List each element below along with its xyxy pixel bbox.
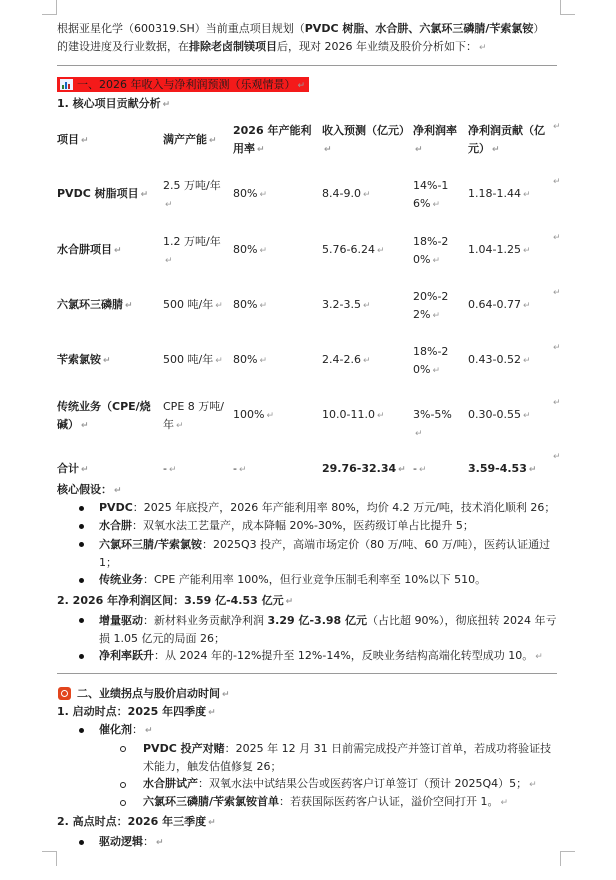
table-cell [233, 185, 313, 204]
paragraph-mark-icon: ↵ [492, 145, 500, 155]
paragraph-mark-icon: ↵ [208, 818, 216, 828]
catalyst-item-label: 六氯环三磷腈/苄索氯铵首单 [143, 795, 280, 808]
table-cell [413, 177, 461, 214]
circle-bullet [120, 782, 126, 788]
table-cell-text: 2.5 万吨/年 [163, 179, 221, 192]
paragraph-mark-icon: ↵ [415, 429, 423, 439]
bullet-dot [79, 542, 84, 547]
section-2-heading [77, 686, 230, 703]
table-cell-text: 3.59-4.53 [468, 462, 527, 475]
subheading-profit-range [57, 593, 293, 610]
driver-label-text: 驱动逻辑 [99, 835, 143, 848]
circle-bullet [120, 746, 126, 752]
assumption-text: ：2025Q3 投产，高端市场定价（80 万/吨、60 万/吨），医药认证通过 1； [99, 538, 551, 569]
intro-line-1 [57, 21, 544, 36]
table-header-cell [163, 131, 225, 150]
table-cell [413, 343, 461, 380]
table-cell [468, 406, 550, 425]
bullet-dot [79, 840, 84, 845]
table-cell [233, 241, 313, 260]
paragraph-mark-icon: ↵ [528, 465, 537, 475]
subheading-text: 2. 高点时点：2026 年三季度 [57, 815, 207, 828]
paragraph-mark-icon: ↵ [215, 301, 223, 311]
table-header-cell-text: 收入预测（亿元） [322, 124, 410, 137]
catalyst-pvdc [143, 740, 557, 776]
paragraph-mark-icon: ↵ [222, 690, 230, 700]
subheading-text: 2. 2026 年净利润区间：3.59 亿-4.53 亿元 [57, 594, 284, 607]
table-cell-text: 2.4-2.6 [322, 353, 361, 366]
table-cell-text: 500 吨/年 [163, 298, 214, 311]
driver-label: 驱动逻辑： ↵ [99, 835, 164, 848]
table-cell-text: 29.76-32.34 [322, 462, 397, 475]
table-cell-text: 14%-16% [413, 179, 449, 210]
table-cell-text: 合计 [57, 462, 79, 475]
paragraph-mark-icon: ↵ [500, 798, 509, 808]
table-cell-text: CPE 8 万吨/年 [163, 400, 224, 431]
catalyst-item-text: ：2025 年 12 月 31 日前需完成投产并签订首单，若成功将验证技术能力，触发估值修复 26； [143, 742, 552, 773]
profit-point-margin [99, 648, 543, 665]
table-cell [468, 460, 550, 479]
profit-point-text: ：新材料业务贡献净利润 [143, 614, 268, 627]
paragraph-mark-icon: ↵ [125, 301, 133, 311]
table-header-cell-text: 净利润率 [413, 124, 457, 137]
row-end-mark-icon: ↵ [553, 452, 561, 462]
paragraph-mark-icon: ↵ [324, 145, 332, 155]
table-cell-text: - [233, 462, 237, 475]
subheading-core-projects [57, 96, 170, 113]
profit-point-label: 增量驱动 [99, 614, 143, 627]
crop-mark-bottom-left [42, 851, 57, 866]
paragraph-mark-icon: ↵ [140, 190, 149, 200]
paragraph-mark-icon: ↵ [168, 465, 177, 475]
row-end-mark-icon: ↵ [553, 122, 561, 132]
table-cell [413, 460, 461, 479]
table-cell-text: 100% [233, 408, 265, 421]
paragraph-mark-icon: ↵ [535, 652, 543, 662]
circle-bullet [120, 800, 126, 806]
table-cell [163, 460, 225, 479]
table-header-cell [322, 122, 410, 159]
bullet-dot [79, 654, 84, 659]
intro-text: 根据亚星化学（600319.SH）当前重点项目规划（ [57, 22, 305, 35]
paragraph-mark-icon: ↵ [259, 246, 267, 256]
table-cell-text: 3%-5% [413, 408, 452, 421]
paragraph-mark-icon: ↵ [81, 421, 89, 431]
bullet-dot [79, 728, 84, 733]
intro-text: 的建设进度及行业数据，在 [57, 40, 189, 53]
table-cell [163, 398, 225, 435]
table-header-cell [468, 122, 550, 159]
table-cell-text: 0.30-0.55 [468, 408, 521, 421]
table-cell-text: 0.43-0.52 [468, 353, 521, 366]
catalyst-label: 催化剂： ↵ [99, 723, 153, 736]
paragraph-mark-icon: ↵ [259, 356, 267, 366]
paragraph-mark-icon: ↵ [81, 136, 89, 146]
bullet-dot [79, 506, 84, 511]
table-cell-text: 80% [233, 187, 258, 200]
assumption-legacy [99, 572, 486, 587]
bullet-dot [79, 524, 84, 529]
paragraph-mark-icon: ↵ [522, 246, 531, 256]
table-cell-text: 0.64-0.77 [468, 298, 521, 311]
intro-text: ） [533, 22, 545, 35]
table-cell-text: - [163, 462, 167, 475]
table-cell-text: 1.2 万吨/年 [163, 235, 221, 248]
table-cell-text: 3.2-3.5 [322, 298, 361, 311]
table-cell [322, 185, 406, 204]
table-cell-text: 六氯环三磷腈 [57, 298, 123, 311]
paragraph-mark-icon: ↵ [165, 256, 173, 266]
profit-point-increment [99, 612, 557, 648]
table-cell-text: 1.18-1.44 [468, 187, 521, 200]
table-cell [233, 460, 313, 479]
table-cell [468, 241, 550, 260]
paragraph-mark-icon: ↵ [259, 301, 267, 311]
table-cell [57, 296, 157, 315]
paragraph-mark-icon: ↵ [297, 81, 306, 91]
assumption-label: PVDC [99, 501, 133, 514]
paragraph-mark-icon: ↵ [165, 200, 173, 210]
assumption-text: ：2025 年底投产，2026 年产能利用率 80%，均价 4.2 万元/吨，技术消化顺利 26； [132, 501, 556, 514]
divider-line [57, 65, 557, 66]
table-cell-text: - [413, 462, 417, 475]
paragraph-mark-icon: ↵ [432, 311, 440, 321]
paragraph-mark-icon: ↵ [522, 301, 531, 311]
table-cell-text: 水合肼项目 [57, 243, 112, 256]
table-cell [163, 296, 225, 315]
profit-point-text: ：从 2024 年的-12%提升至 12%-14%，反映业务结构高端化转型成功 10。 [154, 649, 534, 662]
divider-line [57, 673, 557, 674]
table-cell-text: 80% [233, 243, 258, 256]
paragraph-mark-icon: ↵ [162, 100, 171, 110]
crop-mark-top-right [560, 0, 575, 15]
bullet-dot [79, 618, 84, 623]
table-cell [233, 406, 313, 425]
subheading-text: 1. 核心项目贡献分析 [57, 97, 161, 110]
assumptions-title [57, 482, 122, 499]
table-cell-text: 5.76-6.24 [322, 243, 375, 256]
paragraph-mark-icon: ↵ [376, 246, 385, 256]
assumption-label: 六氯环三腈/苄索氯铵 [99, 538, 203, 551]
paragraph-mark-icon: ↵ [376, 411, 385, 421]
table-cell [413, 233, 461, 270]
paragraph-mark-icon: ↵ [415, 145, 423, 155]
table-cell-text: 苄索氯铵 [57, 353, 101, 366]
table-cell [163, 351, 225, 370]
intro-line-2 [57, 39, 487, 56]
catalyst-item-text: ：若获国际医药客户认证，溢价空间打开 1。 [279, 795, 499, 808]
section-2-title: 二、业绩拐点与股价启动时间 [77, 687, 220, 700]
table-cell-text: 20%-22% [413, 290, 449, 321]
catalyst-item-label: PVDC 投产对赌 [143, 742, 225, 755]
alarm-clock-icon [58, 687, 71, 700]
table-cell [413, 406, 461, 443]
row-end-mark-icon: ↵ [553, 343, 561, 353]
table-cell [322, 460, 406, 479]
paragraph-mark-icon: ↵ [156, 838, 164, 848]
row-end-mark-icon: ↵ [553, 177, 561, 187]
catalyst-item-text: ：双氧水法中试结果公告或医药客户订单签订（预计 2025Q4）5； [198, 777, 528, 790]
table-header-cell-text: 2026 年产能利用率 [233, 124, 312, 155]
paragraph-mark-icon: ↵ [432, 200, 440, 210]
table-header-cell [57, 131, 157, 150]
section-1-heading [57, 77, 309, 92]
paragraph-mark-icon: ↵ [479, 43, 487, 53]
subheading-start-time [57, 704, 216, 721]
paragraph-mark-icon: ↵ [114, 246, 122, 256]
bullet-dot [79, 578, 84, 583]
table-cell [468, 351, 550, 370]
paragraph-mark-icon: ↵ [259, 190, 267, 200]
table-cell [322, 351, 406, 370]
table-cell [57, 460, 157, 479]
paragraph-mark-icon: ↵ [529, 780, 537, 790]
catalyst-phosphazene [143, 794, 508, 811]
table-cell-text: 80% [233, 353, 258, 366]
paragraph-mark-icon: ↵ [522, 190, 531, 200]
paragraph-mark-icon: ↵ [238, 465, 247, 475]
table-header-cell-text: 满产产能 [163, 133, 207, 146]
profit-point-label: 净利率跃升 [99, 649, 154, 662]
paragraph-mark-icon: ↵ [209, 136, 217, 146]
paragraph-mark-icon: ↵ [362, 190, 371, 200]
assumption-text: ：双氧水法工艺量产，成本降幅 20%-30%，医药级订单占比提升 5； [132, 519, 474, 532]
table-cell [322, 406, 406, 425]
paragraph-mark-icon: ↵ [215, 356, 223, 366]
table-cell-text: 8.4-9.0 [322, 187, 361, 200]
intro-bold-exclusion: 排除老卤制镁项目 [189, 40, 277, 53]
paragraph-mark-icon: ↵ [285, 597, 294, 607]
table-header-cell [233, 122, 313, 159]
table-cell-text: 1.04-1.25 [468, 243, 521, 256]
profit-point-bold: 3.29 亿-3.98 亿元 [267, 614, 368, 627]
table-cell-text: PVDC 树脂项目 [57, 187, 139, 200]
bar-chart-icon [60, 79, 73, 90]
table-cell-text: 传统业务（CPE/烧碱） [57, 400, 151, 431]
paragraph-mark-icon: ↵ [208, 708, 216, 718]
paragraph-mark-icon: ↵ [362, 301, 371, 311]
crop-mark-top-left [42, 0, 57, 15]
table-cell-text: 500 吨/年 [163, 353, 214, 366]
table-cell-text: 10.0-11.0 [322, 408, 375, 421]
table-cell [163, 177, 225, 214]
table-cell-text: 80% [233, 298, 258, 311]
paragraph-mark-icon: ↵ [522, 411, 531, 421]
profit-point-text: （占比超 90%），彻底扭转 2024 年亏损 1.05 亿元的局面 26； [99, 614, 557, 645]
crop-mark-bottom-right [560, 851, 575, 866]
paragraph-mark-icon: ↵ [103, 356, 111, 366]
table-header-cell-text: 项目 [57, 133, 79, 146]
paragraph-mark-icon: ↵ [362, 356, 371, 366]
row-end-mark-icon: ↵ [553, 233, 561, 243]
paragraph-mark-icon: ↵ [266, 411, 274, 421]
assumption-pvdc [99, 500, 555, 515]
paragraph-mark-icon: ↵ [432, 256, 440, 266]
table-cell [413, 288, 461, 325]
table-cell [468, 185, 550, 204]
assumptions-title-text: 核心假设： [57, 483, 112, 496]
assumption-text: ：CPE 产能利用率 100%，但行业竞争压制毛利率至 10%以下 510。 [143, 573, 487, 586]
intro-text: 后，现对 2026 年业绩及股价分析如下： [277, 40, 477, 53]
table-header-cell-text: 净利润贡献（亿元） [468, 124, 545, 155]
catalyst-label-text: 催化剂 [99, 723, 132, 736]
table-cell-text: 18%-20% [413, 235, 449, 266]
paragraph-mark-icon: ↵ [176, 421, 184, 431]
row-end-mark-icon: ↵ [553, 288, 561, 298]
section-1-title: 一、2026 年收入与净利润预测（乐观情景） [77, 78, 296, 91]
subheading-text: 1. 启动时点：2025 年四季度 [57, 705, 207, 718]
row-end-mark-icon: ↵ [553, 398, 561, 408]
subheading-peak-time [57, 814, 216, 831]
table-cell [468, 296, 550, 315]
table-cell [57, 398, 157, 435]
paragraph-mark-icon: ↵ [398, 465, 406, 475]
paragraph-mark-icon: ↵ [145, 726, 153, 736]
table-cell [57, 351, 157, 370]
intro-bold-projects: PVDC 树脂、水合肼、六氯环三磷腈/苄索氯铵 [304, 22, 534, 35]
table-cell [163, 233, 225, 270]
assumption-label: 水合肼 [99, 519, 132, 532]
paragraph-mark-icon: ↵ [114, 486, 122, 496]
paragraph-mark-icon: ↵ [432, 366, 440, 376]
table-cell [233, 296, 313, 315]
paragraph-mark-icon: ↵ [418, 465, 427, 475]
table-header-cell [413, 122, 461, 159]
paragraph-mark-icon: ↵ [257, 145, 265, 155]
paragraph-mark-icon: ↵ [81, 465, 89, 475]
catalyst-hydrazine [143, 776, 537, 793]
table-cell [57, 185, 157, 204]
table-cell [322, 296, 406, 315]
paragraph-mark-icon: ↵ [522, 356, 531, 366]
catalyst-item-label: 水合肼试产 [143, 777, 198, 790]
table-cell [57, 241, 157, 260]
table-cell [322, 241, 406, 260]
assumption-label: 传统业务 [99, 573, 143, 586]
assumption-hydrazine [99, 518, 474, 533]
assumption-phosphazene [99, 536, 557, 572]
table-cell-text: 18%-20% [413, 345, 449, 376]
table-cell [233, 351, 313, 370]
